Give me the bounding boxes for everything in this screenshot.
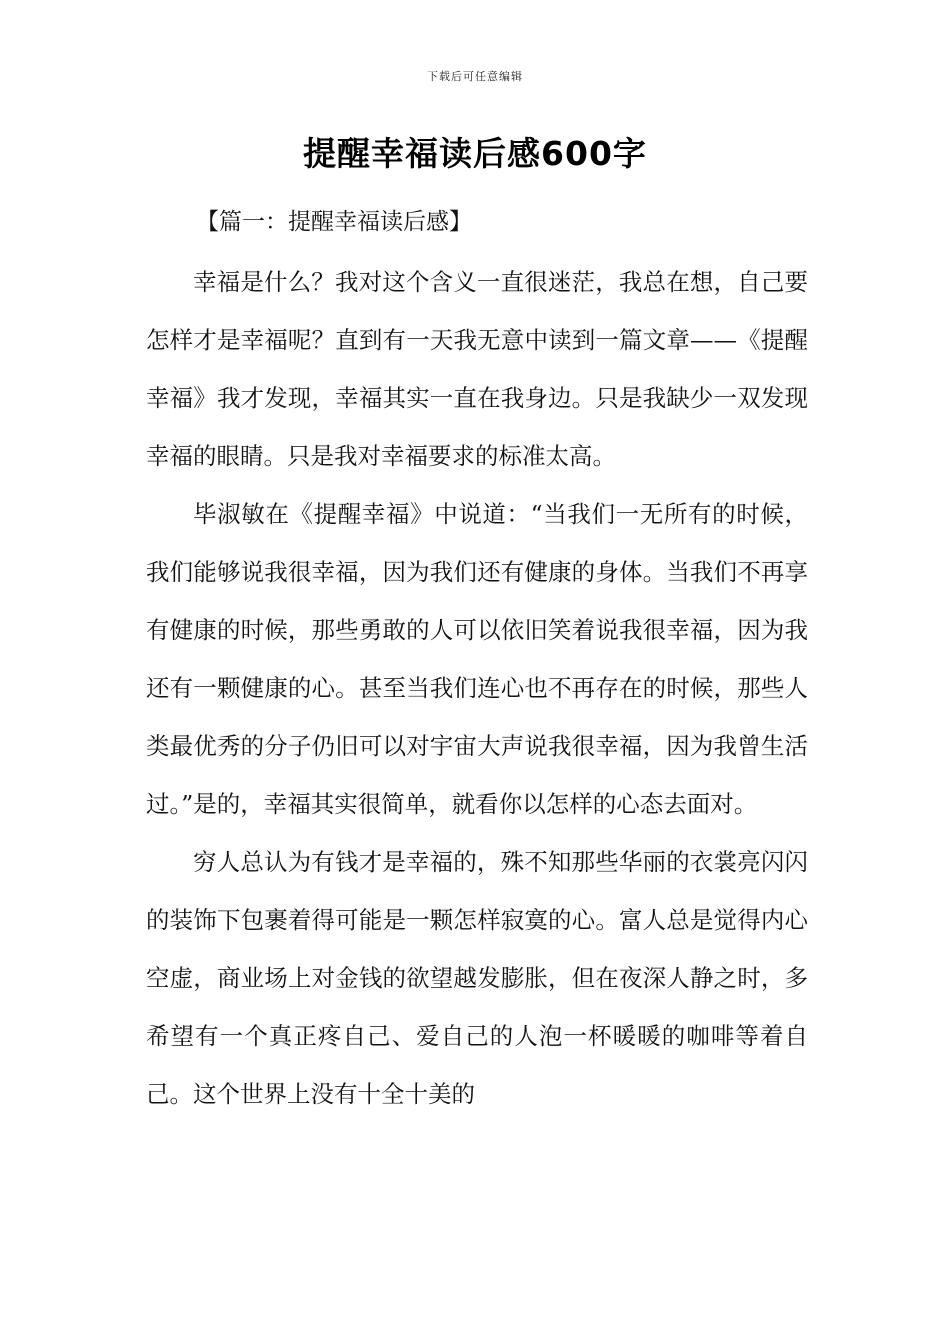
header-note: 下载后可任意编辑	[427, 70, 523, 83]
paragraph-1: 幸福是什么？我对这个含义一直很迷茫，我总在想，自己要怎样才是幸福呢？直到有一天我无意中读到一篇文章——《提醒幸福》我才发现，幸福其实一直在我身边。只是我缺少一双发现幸福的眼睛。只是我对幸福要求的标准太高。	[146, 268, 808, 470]
document-body	[146, 253, 808, 1123]
paragraph-3: 穷人总认为有钱才是幸福的，殊不知那些华丽的衣裳亮闪闪的装饰下包裹着得可能是一颗怎样寂寞的心。富人总是觉得内心空虚，商业场上对金钱的欲望越发膨胀，但在夜深人静之时，多希望有一个真正疼自己、爱自己的人泡一杯暖暖的咖啡等着自己。这个世界上没有十全十美的	[146, 848, 808, 1108]
paragraph-2: 毕淑敏在《提醒幸福》中说道：“当我们一无所有的时候，我们能够说我很幸福，因为我们还有健康的身体。当我们不再享有健康的时候，那些勇敢的人可以依旧笑着说我很幸福，因为我还有一颗健康的心。甚至当我们连心也不再存在的时候，那些人类最优秀的分子仍旧可以对宇宙大声说我很幸福，因为我曾生活过。”是的，幸福其实很简单，就看你以怎样的心态去面对。	[146, 500, 808, 818]
document-title: 提醒幸福读后感600字	[303, 134, 647, 173]
section-heading: 【篇一：提醒幸福读后感】	[196, 209, 472, 235]
